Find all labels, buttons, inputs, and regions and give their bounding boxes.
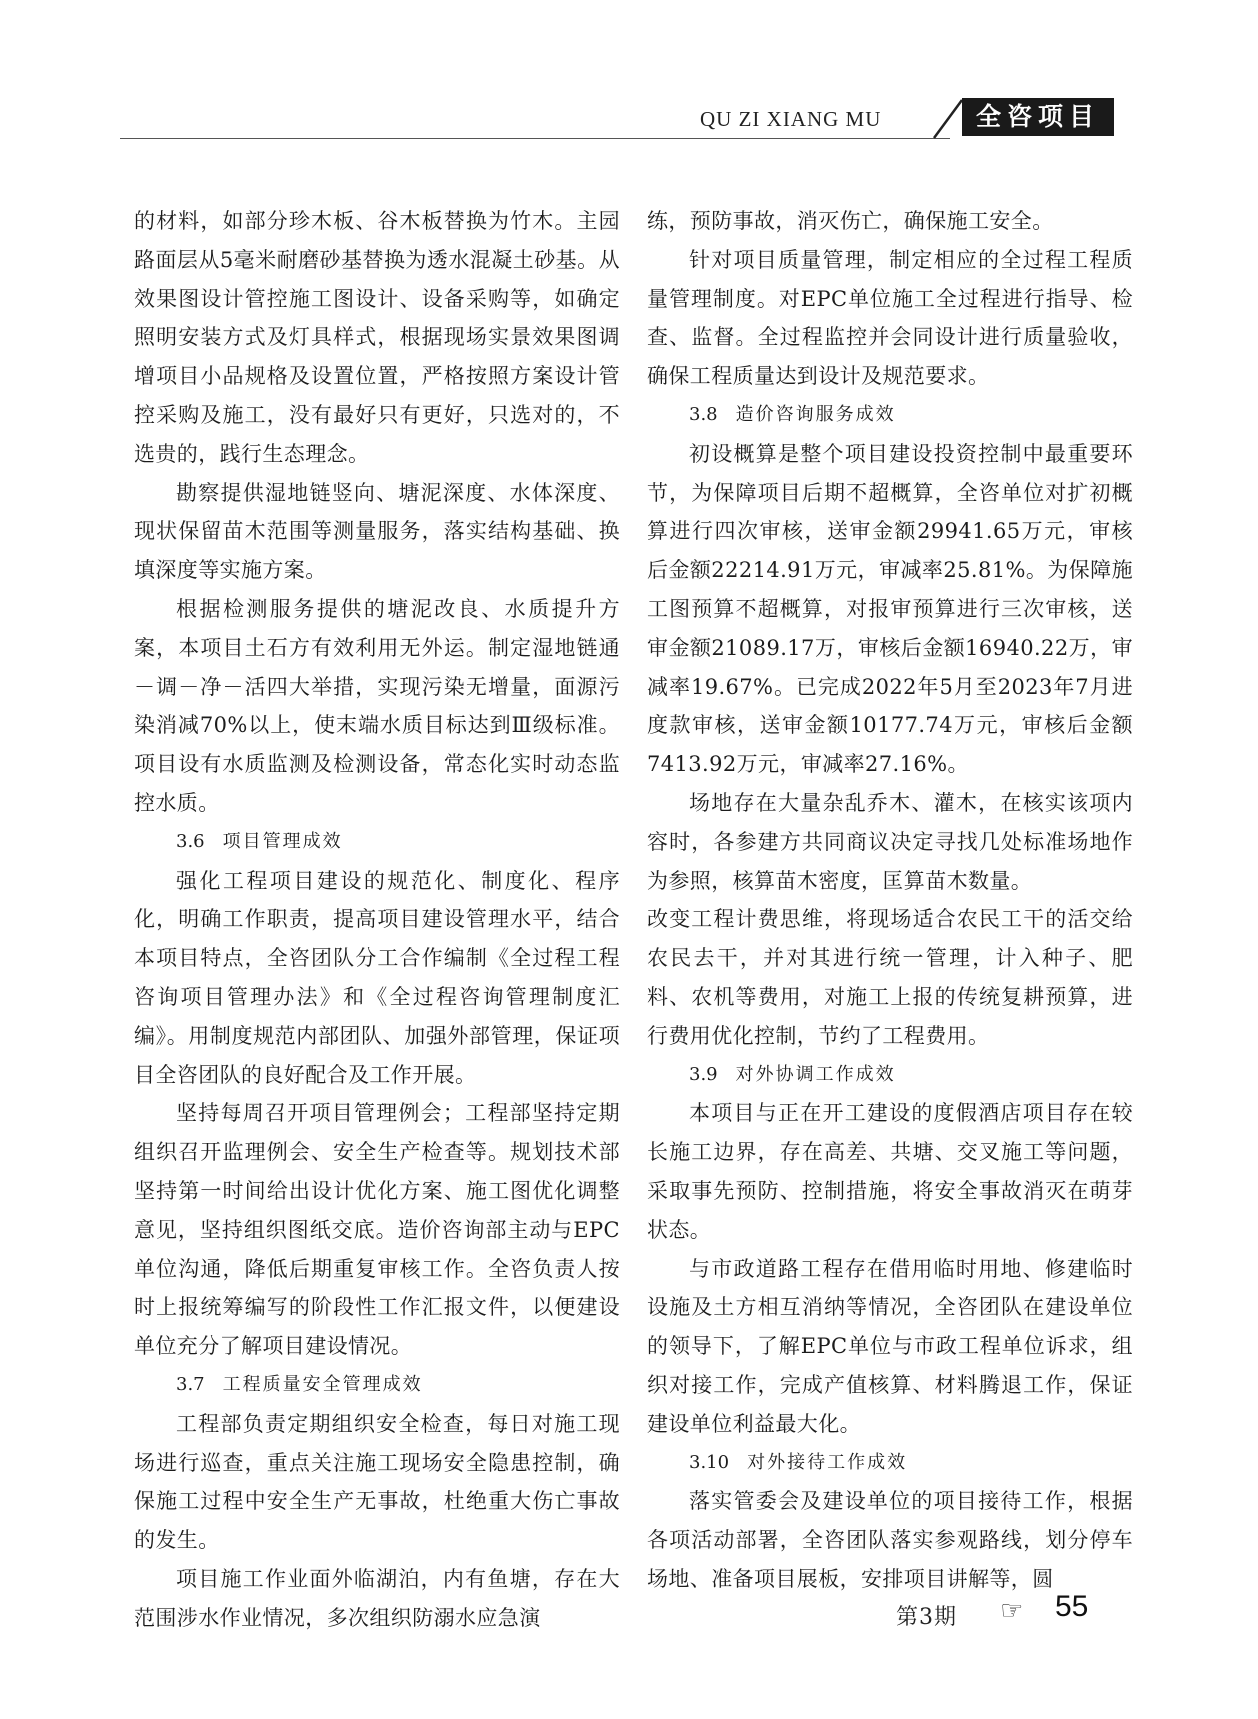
left-column (134, 202, 620, 1637)
section-title: 工程质量安全管理成效 (222, 1373, 423, 1395)
issue-number: 第3期 (896, 1605, 957, 1630)
paragraph: 场地存在大量杂乱乔木、灌木，在核实该项内容时，各参建方共同商议决定寻找几处标准场地作为参照，核算苗木密度，匡算苗木数量。 (647, 790, 1133, 893)
paragraph: 练，预防事故，消灭伤亡，确保施工安全。 (647, 209, 1054, 233)
paragraph: 工程部负责定期组织安全检查，每日对施工现场进行巡查，重点关注施工现场安全隐患控制，确保施工过程中安全生产无事故，杜绝重大伤亡事故的发生。 (134, 1411, 620, 1553)
paragraph: 落实管委会及建设单位的项目接待工作，根据各项活动部署，全咨团队落实参观路线，划分停车场地、准备项目展板，安排项目讲解等，圆 (647, 1489, 1133, 1591)
column-badge: 全咨项目 (962, 98, 1114, 136)
paragraph: 勘察提供湿地链竖向、塘泥深度、水体深度、现状保留苗木范围等测量服务，落实结构基础、换填深度等实施方案。 (134, 480, 620, 583)
section-title: 对外接待工作成效 (747, 1451, 908, 1473)
paragraph: 本项目与正在开工建设的度假酒店项目存在较长施工边界，存在高差、共塘、交叉施工等问题，采取事先预防、控制措施，将安全事故消灭在萌芽状态。 (647, 1101, 1133, 1242)
paragraph: 针对项目质量管理，制定相应的全过程工程质量管理制度。对EPC单位施工全过程进行指导、检查、监督。全过程监控并会同设计进行质量验收，确保工程质量达到设计及规范要求。 (647, 247, 1133, 389)
section-heading (134, 823, 620, 862)
section-title: 造价咨询服务成效 (735, 403, 896, 425)
paragraph: 的材料，如部分珍木板、谷木板替换为竹木。主园路面层从5毫米耐磨砂基替换为透水混凝土砂基。从效果图设计管控施工图设计、设备采购等，如确定照明安装方式及灯具样式，根据现场实景效果图调增项目小品规格及设置位置，严格按照方案设计管控采购及施工，没有最好只有更好，只选对的，不选贵的，践行生态理念。 (134, 209, 620, 466)
section-title: 对外协调工作成效 (735, 1063, 896, 1085)
paragraph: 初设概算是整个项目建设投资控制中最重要环节，为保障项目后期不超概算，全咨单位对扩初概算进行四次审核，送审金额29941.65万元，审核后金额22214.91万元，审减率25.81%。为保障施工图预算不超概算，对报审预算进行三次审核，送审金额21089.17万，审核后金额16940.22万，审减率19.67%。已完成2022年5月至2023年7月进度款审核，送审金额10177.74万元，审核后金额7413.92万元，审减率27.16%。 (647, 441, 1133, 777)
section-heading (647, 1444, 1133, 1483)
header-rule (120, 138, 950, 139)
section-number: 3.7 (176, 1373, 205, 1395)
page-number: 55 (1055, 1590, 1089, 1623)
paragraph: 改变工程计费思维，将现场适合农民工干的活交给农民去干，并对其进行统一管理，计入种子、肥料、农机等费用，对施工上报的传统复耕预算，进行费用优化控制，节约了工程费用。 (647, 907, 1133, 1048)
section-number: 3.9 (689, 1063, 718, 1085)
paragraph: 项目施工作业面外临湖泊，内有鱼塘，存在大范围涉水作业情况，多次组织防溺水应急演 (134, 1566, 620, 1630)
paragraph: 与市政道路工程存在借用临时用地、修建临时设施及土方相互消纳等情况，全咨团队在建设单位的领导下，了解EPC单位与市政工程单位诉求，组织对接工作，完成产值核算、材料腾退工作，保证建设单位利益最大化。 (647, 1256, 1133, 1436)
header-pinyin: QU ZI XIANG MU (700, 107, 882, 131)
pointing-hand-icon: ☞ (1000, 1596, 1024, 1626)
section-number: 3.10 (689, 1451, 730, 1473)
paragraph: 根据检测服务提供的塘泥改良、水质提升方案，本项目土石方有效利用无外运。制定湿地链通－调－净－活四大举措，实现污染无增量，面源污染消减70%以上，使末端水质目标达到Ⅲ级标准。项目设有水质监测及检测设备，常态化实时动态监控水质。 (134, 596, 620, 815)
section-heading (647, 396, 1133, 435)
section-heading (134, 1366, 620, 1405)
section-number: 3.6 (176, 830, 205, 852)
paragraph: 强化工程项目建设的规范化、制度化、程序化，明确工作职责，提高项目建设管理水平，结合本项目特点，全咨团队分工合作编制《全过程工程咨询项目管理办法》和《全过程咨询管理制度汇编》。用制度规范内部团队、加强外部管理，保证项目全咨团队的良好配合及工作开展。 (134, 868, 620, 1087)
paragraph: 坚持每周召开项目管理例会；工程部坚持定期组织召开监理例会、安全生产检查等。规划技术部坚持第一时间给出设计优化方案、施工图优化调整意见，坚持组织图纸交底。造价咨询部主动与EPC单位沟通，降低后期重复审核工作。全咨负责人按时上报统筹编写的阶段性工作汇报文件，以便建设单位充分了解项目建设情况。 (134, 1101, 620, 1359)
section-heading (647, 1056, 1133, 1095)
right-column (647, 202, 1133, 1599)
section-title: 项目管理成效 (222, 830, 343, 852)
section-number: 3.8 (689, 403, 718, 425)
